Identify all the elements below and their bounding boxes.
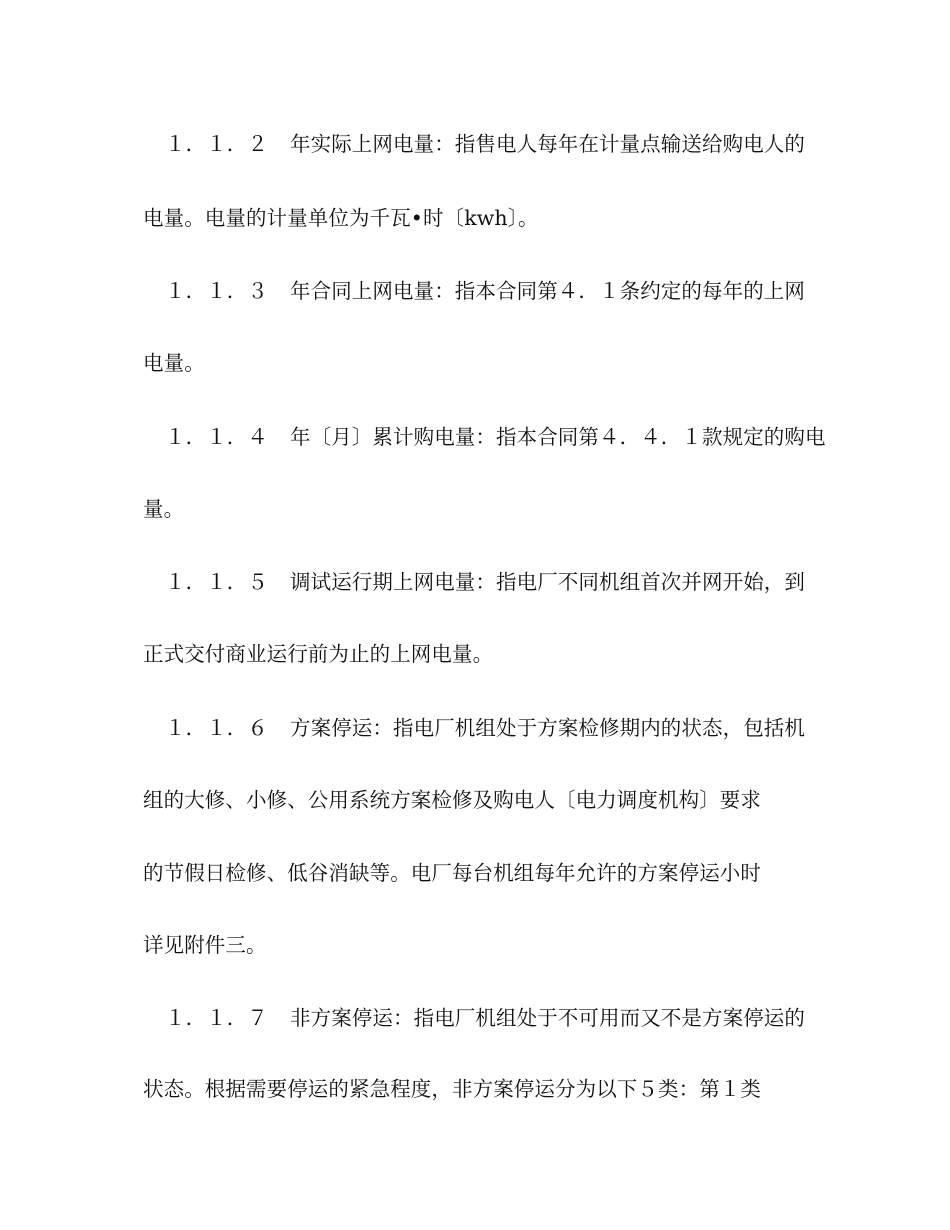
continuation-line	[143, 494, 823, 524]
clause-text: 方案停运：指电厂机组处于方案检修期内的状态，包括机	[290, 716, 805, 740]
clause-line-1-1-5	[165, 567, 845, 597]
continuation-line	[143, 639, 823, 669]
continuation-line	[143, 785, 823, 815]
continuation-line	[143, 858, 823, 888]
clause-text: 电量。	[143, 351, 205, 375]
clause-text: 电量。电量的计量单位为千瓦•时〔kwh〕。	[143, 206, 539, 230]
clause-line-1-1-2	[165, 129, 845, 159]
clause-number: １．１．４	[165, 425, 268, 449]
continuation-line	[143, 930, 823, 960]
clause-line-1-1-6	[165, 713, 845, 743]
clause-number: １．１．２	[165, 132, 268, 156]
clause-text: 年〔月〕累计购电量：指本合同第４．４．１款规定的购电	[290, 425, 826, 449]
clause-text: 年实际上网电量：指售电人每年在计量点输送给购电人的	[290, 132, 805, 156]
clause-text: 调试运行期上网电量：指电厂不同机组首次并网开始，到	[290, 570, 805, 594]
clause-text: 非方案停运：指电厂机组处于不可用而又不是方案停运的	[290, 1006, 805, 1030]
clause-text: 年合同上网电量：指本合同第４．１条约定的每年的上网	[290, 279, 805, 303]
continuation-line	[143, 1074, 823, 1104]
clause-line-1-1-4	[165, 422, 845, 452]
clause-number: １．１．６	[165, 716, 268, 740]
clause-line-1-1-7	[165, 1003, 845, 1033]
clause-text: 量。	[143, 497, 185, 521]
clause-number: １．１．３	[165, 279, 268, 303]
continuation-line	[143, 348, 823, 378]
clause-text: 详见附件三。	[143, 933, 267, 957]
clause-text: 正式交付商业运行前为止的上网电量。	[143, 642, 494, 666]
clause-text: 的节假日检修、低谷消缺等。电厂每台机组每年允许的方案停运小时	[143, 861, 761, 885]
continuation-line	[143, 203, 823, 233]
clause-number: １．１．５	[165, 570, 268, 594]
clause-line-1-1-3	[165, 276, 845, 306]
clause-text: 状态。根据需要停运的紧急程度，非方案停运分为以下５类：第１类	[143, 1077, 761, 1101]
clause-text: 组的大修、小修、公用系统方案检修及购电人〔电力调度机构〕要求	[143, 788, 761, 812]
clause-number: １．１．７	[165, 1006, 268, 1030]
